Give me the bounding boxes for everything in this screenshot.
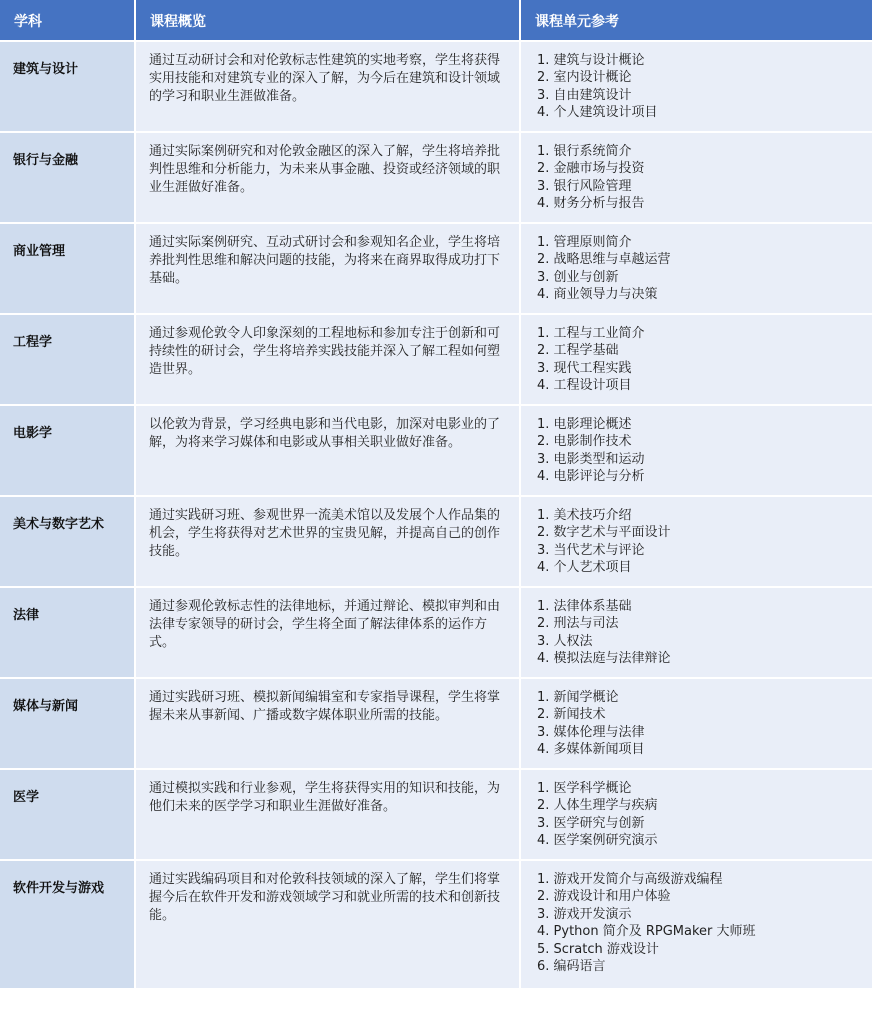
unit-item: 3. 人权法 (537, 633, 593, 649)
header-units: 课程单元参考 (521, 0, 874, 42)
unit-item: 4. 财务分析与报告 (537, 196, 645, 212)
overview-cell: 以伦敦为背景，学习经典电影和当代电影，加深对电影业的了解，为将来学习媒体和电影或从事相关职业做好准备。 (136, 406, 521, 497)
subject-cell: 商业管理 (0, 224, 136, 315)
units-cell (521, 861, 874, 990)
units-cell (521, 224, 874, 315)
overview-cell: 通过互动研讨会和对伦敦标志性建筑的实地考察，学生将获得实用技能和对建筑专业的深入了解，为今后在建筑和设计领域的学习和职业生涯做准备。 (136, 42, 521, 133)
unit-item: 3. 当代艺术与评论 (537, 542, 645, 558)
unit-list (537, 780, 864, 850)
unit-item: 2. 金融市场与投资 (537, 161, 645, 177)
subject-cell: 软件开发与游戏 (0, 861, 136, 990)
units-cell (521, 406, 874, 497)
overview-cell: 通过实践编码项目和对伦敦科技领域的深入了解，学生们将掌握今后在软件开发和游戏领域学习和就业所需的技术和创新技能。 (136, 861, 521, 990)
unit-item: 4. 个人艺术项目 (537, 560, 632, 576)
subject-cell: 银行与金融 (0, 133, 136, 224)
unit-item: 2. 电影制作技术 (537, 434, 632, 450)
unit-list (537, 143, 864, 213)
unit-item: 2. 新闻技术 (537, 707, 606, 723)
unit-item: 6. 编码语言 (537, 959, 606, 975)
unit-item: 1. 新闻学概论 (537, 690, 619, 705)
unit-item: 1. 医学科学概论 (537, 781, 632, 796)
subject-cell: 建筑与设计 (0, 42, 136, 133)
unit-list (537, 325, 864, 395)
header-subject: 学科 (0, 0, 136, 42)
unit-item: 1. 法律体系基础 (537, 599, 632, 614)
unit-list (537, 234, 864, 304)
unit-list (537, 416, 864, 486)
unit-item: 4. Python 简介及 RPGMaker 大师班 (537, 924, 756, 940)
overview-cell: 通过实际案例研究、互动式研讨会和参观知名企业，学生将培养批判性思维和解决问题的技能，为将来在商界取得成功打下基础。 (136, 224, 521, 315)
overview-cell: 通过参观伦敦标志性的法律地标，并通过辩论、模拟审判和由法律专家领导的研讨会，学生将全面了解法律体系的运作方式。 (136, 588, 521, 679)
unit-list (537, 689, 864, 759)
unit-item: 3. 电影类型和运动 (537, 451, 645, 467)
units-cell (521, 588, 874, 679)
unit-item: 2. 人体生理学与疾病 (537, 798, 658, 814)
subject-cell: 工程学 (0, 315, 136, 406)
overview-cell: 通过实践研习班、模拟新闻编辑室和专家指导课程，学生将掌握未来从事新闻、广播或数字媒体职业所需的技能。 (136, 679, 521, 770)
unit-item: 3. 自由建筑设计 (537, 87, 632, 103)
subject-cell: 法律 (0, 588, 136, 679)
unit-item: 4. 多媒体新闻项目 (537, 742, 645, 758)
unit-item: 2. 游戏设计和用户体验 (537, 889, 671, 905)
header-overview: 课程概览 (136, 0, 521, 42)
unit-list (537, 507, 864, 577)
unit-item: 2. 刑法与司法 (537, 616, 619, 632)
unit-item: 4. 商业领导力与决策 (537, 287, 658, 303)
unit-list (537, 871, 864, 975)
subject-cell: 医学 (0, 770, 136, 861)
unit-list (537, 598, 864, 668)
unit-item: 4. 医学案例研究演示 (537, 833, 658, 849)
units-cell (521, 497, 874, 588)
subject-cell: 美术与数字艺术 (0, 497, 136, 588)
unit-item: 3. 媒体伦理与法律 (537, 724, 645, 740)
unit-item: 1. 管理原则简介 (537, 235, 632, 250)
unit-item: 3. 银行风险管理 (537, 178, 632, 194)
unit-item: 1. 银行系统简介 (537, 144, 632, 159)
units-cell (521, 133, 874, 224)
unit-item: 3. 游戏开发演示 (537, 906, 632, 922)
unit-item: 1. 工程与工业简介 (537, 326, 645, 341)
unit-item: 3. 创业与创新 (537, 269, 619, 285)
overview-cell: 通过模拟实践和行业参观，学生将获得实用的知识和技能，为他们未来的医学学习和职业生涯做好准备。 (136, 770, 521, 861)
units-cell (521, 679, 874, 770)
unit-item: 2. 工程学基础 (537, 343, 619, 359)
units-cell (521, 315, 874, 406)
unit-item: 4. 模拟法庭与法律辩论 (537, 651, 671, 667)
unit-item: 4. 个人建筑设计项目 (537, 105, 658, 121)
units-cell (521, 42, 874, 133)
subject-cell: 电影学 (0, 406, 136, 497)
unit-item: 1. 美术技巧介绍 (537, 508, 632, 523)
units-cell (521, 770, 874, 861)
unit-item: 1. 电影理论概述 (537, 417, 632, 432)
unit-item: 3. 医学研究与创新 (537, 815, 645, 831)
unit-item: 2. 战略思维与卓越运营 (537, 252, 671, 268)
overview-cell: 通过参观伦敦令人印象深刻的工程地标和参加专注于创新和可持续性的研讨会，学生将培养实践技能并深入了解工程如何塑造世界。 (136, 315, 521, 406)
unit-item: 1. 游戏开发简介与高级游戏编程 (537, 872, 723, 887)
unit-item: 1. 建筑与设计概论 (537, 53, 645, 68)
unit-list (537, 52, 864, 122)
overview-cell: 通过实际案例研究和对伦敦金融区的深入了解，学生将培养批判性思维和分析能力，为未来从事金融、投资或经济领域的职业生涯做好准备。 (136, 133, 521, 224)
unit-item: 5. Scratch 游戏设计 (537, 941, 659, 957)
unit-item: 4. 工程设计项目 (537, 378, 632, 394)
subject-cell: 媒体与新闻 (0, 679, 136, 770)
unit-item: 3. 现代工程实践 (537, 360, 632, 376)
unit-item: 4. 电影评论与分析 (537, 469, 645, 485)
overview-cell: 通过实践研习班、参观世界一流美术馆以及发展个人作品集的机会，学生将获得对艺术世界的宝贵见解，并提高自己的创作技能。 (136, 497, 521, 588)
unit-item: 2. 室内设计概论 (537, 70, 632, 86)
unit-item: 2. 数字艺术与平面设计 (537, 525, 671, 541)
